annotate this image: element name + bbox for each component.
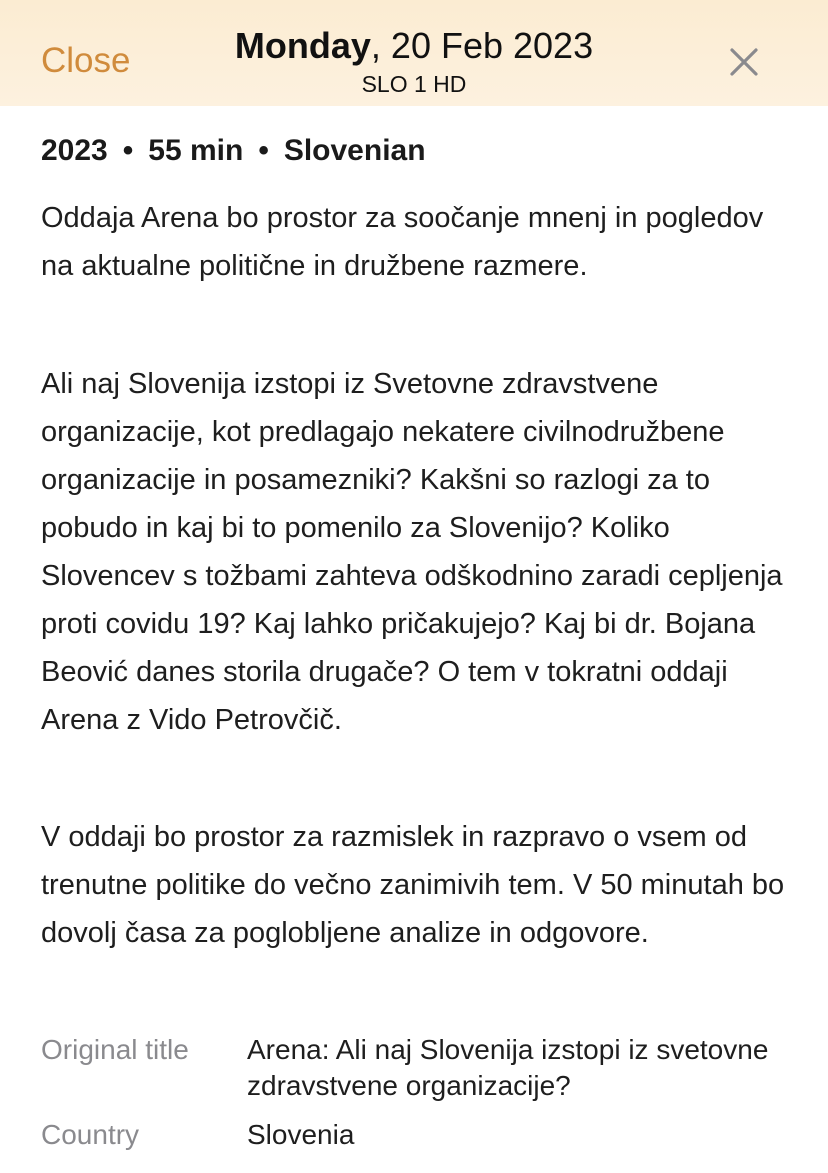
header-bar <box>0 0 828 106</box>
date-text: , 20 Feb 2023 <box>370 25 594 66</box>
original-title-label: Original title <box>41 1034 189 1065</box>
duration: 55 min <box>148 134 244 167</box>
original-title-value: Arena: Ali naj Slovenija izstopi iz svetovne zdravstvene organizacije? <box>247 1034 769 1101</box>
language: Slovenian <box>283 134 426 167</box>
program-date-title <box>0 24 828 68</box>
country-value: Slovenia <box>247 1119 355 1150</box>
meta-separator: • <box>122 134 134 167</box>
description-paragraph-2: Ali naj Slovenija izstopi iz Svetovne zdravstvene organizacije, kot predlagajo nekatere civilnodružbene organizacije in posamezniki? Kakšni so razlogi za to pobudo in kaj bi to pomenilo za Slovenijo? Koliko Slovencev s tožbami zahteva odškodnino zaradi cepljenja proti covidu 19? Kaj lahko pričakujejo? Kaj bi dr. Bojana Beović danes storila drugače? O tem v tokratni oddaji Arena z Vido Petrovčič. <box>41 368 783 736</box>
meta-separator: • <box>258 134 269 167</box>
program-meta <box>41 131 426 171</box>
x-icon[interactable] <box>727 45 761 79</box>
description-paragraph-1: Oddaja Arena bo prostor za soočanje mnenj in pogledov na aktualne politične in družbene razmere. <box>41 202 764 282</box>
channel-name: SLO 1 HD <box>361 71 467 97</box>
country-label: Country <box>41 1119 140 1150</box>
year: 2023 <box>41 134 108 167</box>
description-paragraph-3: V oddaji bo prostor za razmislek in razpravo o vsem od trenutne politike do večno zanimivih tem. V 50 minutah bo dovolj časa za poglobljene analize in odgovore. <box>41 821 785 949</box>
day-name: Monday <box>234 25 371 66</box>
close-button[interactable]: Close <box>41 41 131 80</box>
